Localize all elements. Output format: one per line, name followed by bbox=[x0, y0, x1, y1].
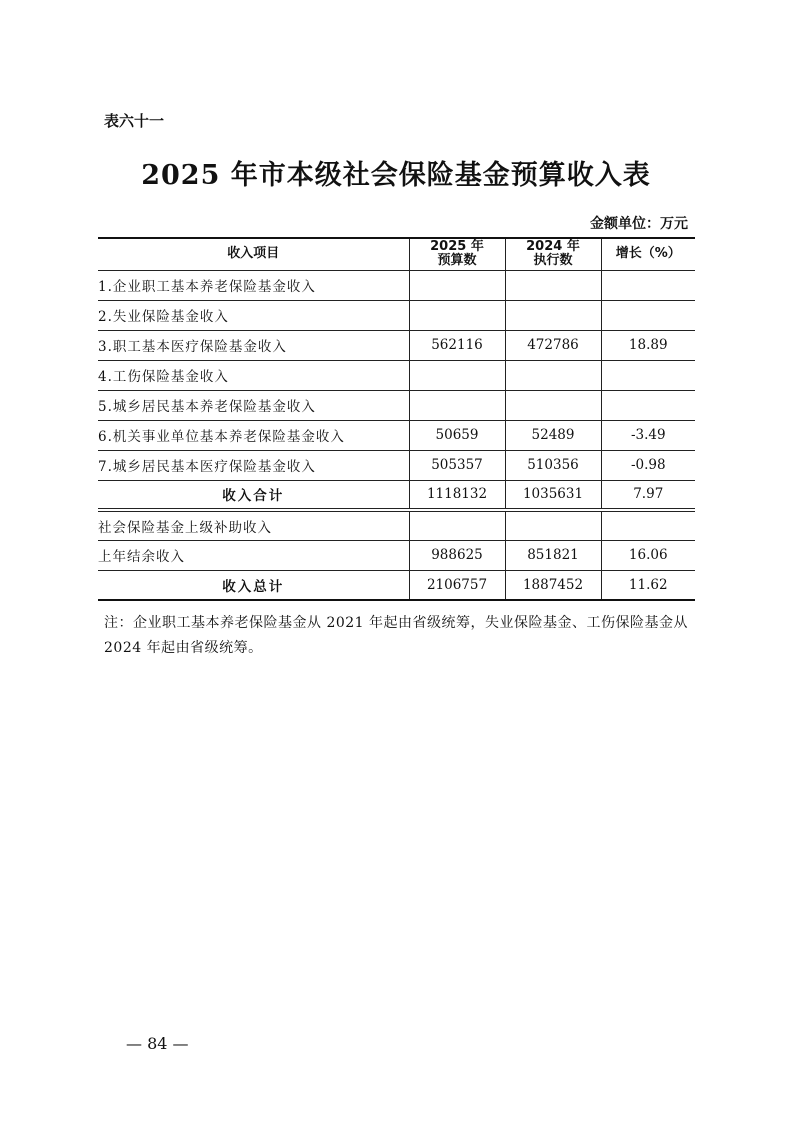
row-exec-2024 bbox=[505, 270, 601, 300]
grand-total-row bbox=[98, 570, 695, 600]
row-budget-2025: 505357 bbox=[409, 450, 505, 480]
row-exec-2024 bbox=[505, 390, 601, 420]
page-title: 2025 年市本级社会保险基金预算收入表 bbox=[141, 160, 651, 191]
col-header-exec-2024-year: 2024 年 bbox=[526, 239, 580, 255]
grand-total-budget-2025: 2106757 bbox=[409, 570, 505, 600]
col-header-exec-2024 bbox=[505, 238, 601, 270]
col-header-exec-2024-label: 执行数 bbox=[533, 253, 573, 269]
row-item: 1.企业职工基本养老保险基金收入 bbox=[98, 270, 409, 300]
row-exec-2024 bbox=[505, 300, 601, 330]
row-budget-2025: 562116 bbox=[409, 330, 505, 360]
row-budget-2025: 988625 bbox=[409, 540, 505, 570]
row-exec-2024 bbox=[505, 510, 601, 540]
row-item: 3.职工基本医疗保险基金收入 bbox=[98, 330, 409, 360]
table-row bbox=[98, 450, 695, 480]
row-exec-2024: 510356 bbox=[505, 450, 601, 480]
table-row bbox=[98, 390, 695, 420]
grand-total-label: 收入总计 bbox=[98, 570, 409, 600]
subtotal-label: 收入合计 bbox=[98, 480, 409, 510]
row-budget-2025 bbox=[409, 390, 505, 420]
row-item: 7.城乡居民基本医疗保险基金收入 bbox=[98, 450, 409, 480]
page-number: — 84 — bbox=[126, 1034, 189, 1053]
table-row bbox=[98, 300, 695, 330]
subtotal-budget-2025: 1118132 bbox=[409, 480, 505, 510]
table-note: 注：企业职工基本养老保险基金从 2021 年起由省级统筹，失业保险基金、工伤保险基金从 2024 年起由省级统筹。 bbox=[104, 615, 689, 656]
col-header-item: 收入项目 bbox=[98, 238, 409, 270]
col-header-budget-2025-label: 预算数 bbox=[437, 253, 477, 269]
row-exec-2024: 52489 bbox=[505, 420, 601, 450]
row-growth: 18.89 bbox=[601, 330, 695, 360]
table-header-row bbox=[98, 238, 695, 270]
unit-label: 金额单位：万元 bbox=[590, 216, 688, 232]
row-item: 2.失业保险基金收入 bbox=[98, 300, 409, 330]
table-row bbox=[98, 420, 695, 450]
row-growth: -3.49 bbox=[601, 420, 695, 450]
subtotal-exec-2024: 1035631 bbox=[505, 480, 601, 510]
row-budget-2025 bbox=[409, 270, 505, 300]
row-growth bbox=[601, 510, 695, 540]
table-row bbox=[98, 510, 695, 540]
col-header-budget-2025-year: 2025 年 bbox=[430, 239, 484, 255]
row-growth: -0.98 bbox=[601, 450, 695, 480]
row-exec-2024: 472786 bbox=[505, 330, 601, 360]
row-budget-2025 bbox=[409, 360, 505, 390]
row-growth bbox=[601, 360, 695, 390]
row-item: 上年结余收入 bbox=[98, 540, 409, 570]
row-budget-2025 bbox=[409, 510, 505, 540]
grand-total-exec-2024: 1887452 bbox=[505, 570, 601, 600]
row-growth bbox=[601, 390, 695, 420]
subtotal-row bbox=[98, 480, 695, 510]
row-budget-2025 bbox=[409, 300, 505, 330]
row-growth bbox=[601, 300, 695, 330]
row-item: 社会保险基金上级补助收入 bbox=[98, 510, 409, 540]
table-row bbox=[98, 360, 695, 390]
row-item: 4.工伤保险基金收入 bbox=[98, 360, 409, 390]
row-item: 6.机关事业单位基本养老保险基金收入 bbox=[98, 420, 409, 450]
row-growth bbox=[601, 270, 695, 300]
row-exec-2024: 851821 bbox=[505, 540, 601, 570]
row-exec-2024 bbox=[505, 360, 601, 390]
col-header-growth: 增长（%） bbox=[601, 238, 695, 270]
table-row bbox=[98, 270, 695, 300]
table-row bbox=[98, 330, 695, 360]
row-budget-2025: 50659 bbox=[409, 420, 505, 450]
col-header-budget-2025 bbox=[409, 238, 505, 270]
table-label: 表六十一 bbox=[104, 112, 165, 130]
budget-table bbox=[98, 237, 695, 601]
table-row bbox=[98, 540, 695, 570]
grand-total-growth: 11.62 bbox=[601, 570, 695, 600]
row-growth: 16.06 bbox=[601, 540, 695, 570]
subtotal-growth: 7.97 bbox=[601, 480, 695, 510]
row-item: 5.城乡居民基本养老保险基金收入 bbox=[98, 390, 409, 420]
